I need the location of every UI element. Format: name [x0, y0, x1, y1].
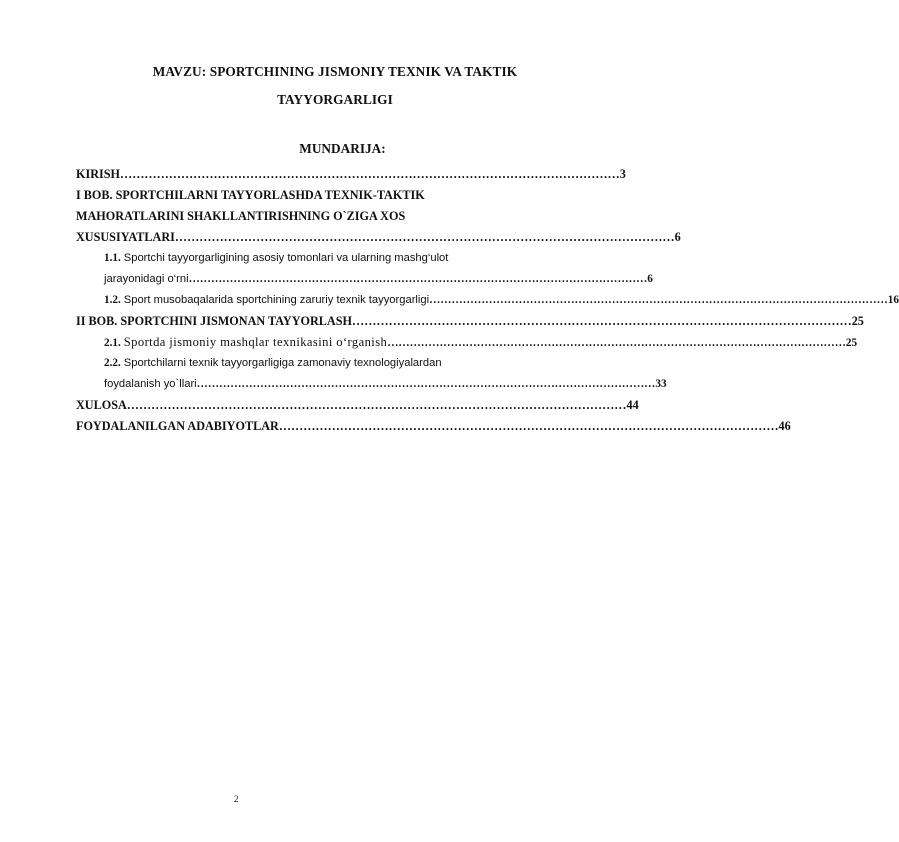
toc-section-number: 1.2.	[104, 294, 121, 306]
toc-label: FOYDALANILGAN ADABIYOTLAR	[76, 419, 279, 433]
toc-chapter-1-line-2[interactable]	[76, 206, 548, 227]
toc-section-number: 2.2.	[104, 357, 121, 369]
toc-label: jarayonidagi o‘rni	[104, 273, 189, 285]
toc-page: 25	[851, 314, 864, 328]
contents-heading: MUNDARIJA:	[299, 141, 386, 156]
toc-label: Sport musobaqalarida sportchining zaruriy texnik tayyorgarligi	[123, 294, 430, 306]
table-of-contents	[76, 164, 899, 437]
toc-chapter-1-line-3[interactable]	[76, 227, 681, 248]
toc-label: I BOB. SPORTCHILARNI TAYYORLASHDA TEXNIK-TAKTIK	[76, 188, 425, 202]
toc-label: XULOSA	[76, 398, 127, 412]
toc-label: Sportchi tayyorgarligining asosiy tomonlari va ularning mashg‘ulot	[123, 252, 449, 264]
toc-page: 3	[619, 167, 626, 181]
toc-section-number: 2.1.	[104, 337, 121, 349]
toc-section-1-2[interactable]	[76, 290, 899, 311]
toc-page: 6	[674, 230, 681, 244]
toc-chapter-1-line-1[interactable]	[76, 185, 548, 206]
toc-label: Sportda jismoniy mashqlar texnikasini o‘rganish	[123, 335, 388, 349]
toc-leader: ……………………………………………………………………………………………………………	[196, 378, 656, 390]
toc-page: 46	[778, 419, 791, 433]
toc-label: foydalanish yo`llari	[104, 378, 197, 390]
toc-entry-kirish[interactable]	[76, 164, 626, 185]
toc-leader: ……………………………………………………………………………………………………………	[120, 167, 620, 181]
toc-leader: ……………………………………………………………………………………………………………	[188, 273, 648, 285]
toc-label: XUSUSIYATLARI	[76, 230, 175, 244]
toc-page: 25	[845, 337, 858, 349]
toc-label: MAHORATLARINI SHAKLLANTIRISHNING O`ZIGA XOS	[76, 209, 406, 223]
toc-label: II BOB. SPORTCHINI JISMONAN TAYYORLASH	[76, 314, 352, 328]
toc-page: 6	[647, 273, 653, 285]
toc-section-2-1[interactable]	[76, 332, 858, 353]
toc-label: Sportchilarni texnik tayyorgarligiga zamonaviy texnologiyalardan	[123, 357, 442, 369]
toc-page: 33	[655, 378, 667, 390]
document-title	[70, 58, 600, 114]
toc-page: 44	[626, 398, 639, 412]
toc-leader: ……………………………………………………………………………………………………………	[126, 398, 627, 412]
toc-page: 16	[887, 294, 899, 306]
toc-entry-adabiyotlar[interactable]	[76, 416, 791, 437]
toc-section-1-1-line-1[interactable]	[76, 248, 548, 269]
toc-section-2-2-line-2[interactable]	[76, 374, 667, 395]
toc-chapter-2[interactable]	[76, 311, 864, 332]
toc-section-2-2-line-1[interactable]	[76, 353, 548, 374]
toc-leader: ……………………………………………………………………………………………………………	[174, 230, 675, 244]
toc-entry-xulosa[interactable]	[76, 395, 639, 416]
toc-leader: ……………………………………………………………………………………………………………	[387, 337, 846, 349]
toc-leader: ……………………………………………………………………………………………………………	[278, 419, 779, 433]
toc-section-number: 1.1.	[104, 252, 121, 264]
toc-section-1-1-line-2[interactable]	[76, 269, 653, 290]
title-line-1: MAVZU: SPORTCHINING JISMONIY TEXNIK VA TAKTIK	[152, 64, 518, 79]
title-line-2: TAYYORGARLIGI	[277, 92, 393, 107]
page-number: 2	[234, 794, 239, 804]
toc-label: KIRISH	[76, 167, 121, 181]
toc-leader: ……………………………………………………………………………………………………………	[352, 314, 852, 328]
toc-leader: ……………………………………………………………………………………………………………	[429, 294, 888, 306]
